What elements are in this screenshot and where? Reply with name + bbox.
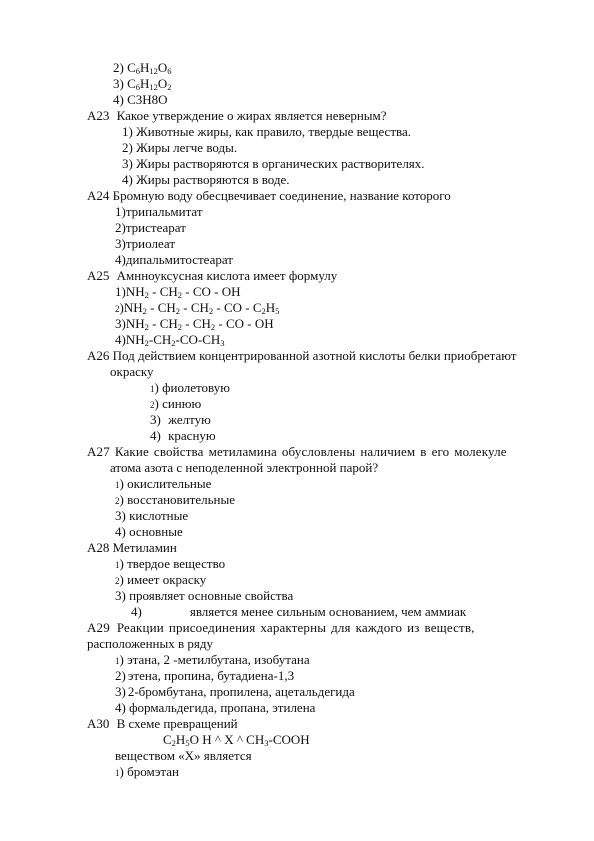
- question-label: А28: [87, 540, 110, 555]
- option-line: 3) кислотные: [115, 508, 189, 523]
- option-line: [113, 60, 172, 75]
- question-label: А25: [87, 268, 110, 283]
- question-text: Под действием концентрированной азотной кислоты белки приобретают: [112, 348, 517, 363]
- question-a29: [87, 620, 475, 635]
- option-number: 3): [113, 76, 124, 91]
- option-line: 2) восстановительные: [115, 492, 235, 507]
- option-line: 1) твердое вещество: [115, 556, 226, 571]
- option-line: 4) основные: [115, 524, 183, 539]
- formula: C3H8O: [127, 92, 168, 107]
- question-continuation: веществом «X» является: [115, 748, 252, 763]
- option-line: 4) является менее сильным основанием, чем аммиак: [131, 604, 467, 619]
- question-label: А23: [87, 108, 110, 123]
- option-line: 2) синюю: [150, 396, 202, 411]
- question-a25: [87, 268, 337, 283]
- option-line: 3) желтую: [150, 412, 211, 427]
- question-text: В схеме превращений: [116, 716, 238, 731]
- option-line: 3) проявляет основные свойства: [115, 588, 294, 603]
- question-a26: [87, 348, 517, 363]
- option-line: 1) этана, 2 -метилбутана, изобутана: [115, 652, 310, 667]
- option-line: 2) Жиры легче воды.: [122, 140, 238, 155]
- question-a23: [87, 108, 387, 123]
- question-label: А24: [87, 188, 110, 203]
- option-line: $2)NH_2 - CH_2 - CH_2$ - CO - $C_2H_5$: [115, 300, 280, 316]
- question-continuation: окраску: [110, 364, 154, 379]
- question-text: Какое утверждение о жирах является неверным?: [116, 108, 387, 123]
- option-line: $1)NH_2 - CH_2$ - CO - OH: [115, 284, 241, 300]
- question-text: Амнноуксусная кислота имеет формулу: [116, 268, 338, 283]
- reaction-scheme: [163, 732, 310, 747]
- question-text: Реакции присоединения характерны для каждого из веществ,: [116, 620, 475, 635]
- option-line: 2) имеет окраску: [115, 572, 207, 587]
- option-line: 4) Жиры растворяются в воде.: [122, 172, 290, 187]
- question-text: Метиламин: [112, 540, 177, 555]
- option-line: 1)трипальмитат: [115, 204, 203, 219]
- question-label: А27: [87, 444, 110, 459]
- option-line: 3)триолеат: [115, 236, 175, 251]
- question-a28: [87, 540, 177, 555]
- option-line: 1) фиолетовую: [150, 380, 230, 395]
- option-line: $3)NH_2 - CH_2 - CH_2$ - CO - OH: [115, 316, 274, 332]
- formula: $NH_2 - CH_2$ - CO - OH: [125, 284, 241, 300]
- formula: $C_2H_5O$ H ^ X ^ $CH_3$-COOH: [163, 732, 310, 748]
- option-line: 2)тристеарат: [115, 220, 186, 235]
- question-text: Бромную воду обесцвечивает соединение, название которого: [112, 188, 451, 203]
- option-line: 2) этена, пропина, бутадиена-1,3: [115, 668, 295, 683]
- question-a30: [87, 716, 238, 731]
- formula: $NH_2-CH_2-CO-CH_3$: [125, 332, 225, 348]
- formula: $NH_2 - CH_2 - CH_2$ - CO - OH: [125, 316, 274, 332]
- option-line: 1) окислительные: [115, 476, 212, 491]
- option-line: 4) красную: [150, 428, 216, 443]
- option-line: 3) Жиры растворяются в органических растворителях.: [122, 156, 425, 171]
- question-label: А26: [87, 348, 110, 363]
- question-continuation: расположенных в ряду: [87, 636, 213, 651]
- option-line: 3) 2-бромбутана, пропилена, ацетальдегида: [115, 684, 355, 699]
- option-number: 4): [113, 92, 124, 107]
- option-line: [113, 76, 172, 91]
- question-text: Какие свойства метиламина обусловлены наличием в его молекуле: [114, 444, 507, 459]
- option-line: 1) бромэтан: [115, 764, 179, 779]
- option-line: 4) формальдегида, пропана, этилена: [115, 700, 316, 715]
- question-a27: [87, 444, 507, 459]
- option-line: 1) Животные жиры, как правило, твердые вещества.: [122, 124, 411, 139]
- formula: $C_6H_{12}O_2$: [127, 76, 172, 92]
- question-label: А29: [87, 620, 110, 635]
- option-number: 2): [113, 60, 124, 75]
- option-line: 4)дипальмитостеарат: [115, 252, 233, 267]
- question-label: А30: [87, 716, 110, 731]
- question-a24: [87, 188, 451, 203]
- option-line: $4)NH_2-CH_2-CO-CH_3$: [115, 332, 225, 348]
- formula: $C_6H_{12}O_6$: [127, 60, 172, 76]
- formula: )$NH_2 - CH_2 - CH_2$ - CO - $C_2H_5$: [119, 300, 280, 316]
- option-line: [113, 92, 168, 107]
- question-continuation: атома азота с неподеленной электронной парой?: [110, 460, 379, 475]
